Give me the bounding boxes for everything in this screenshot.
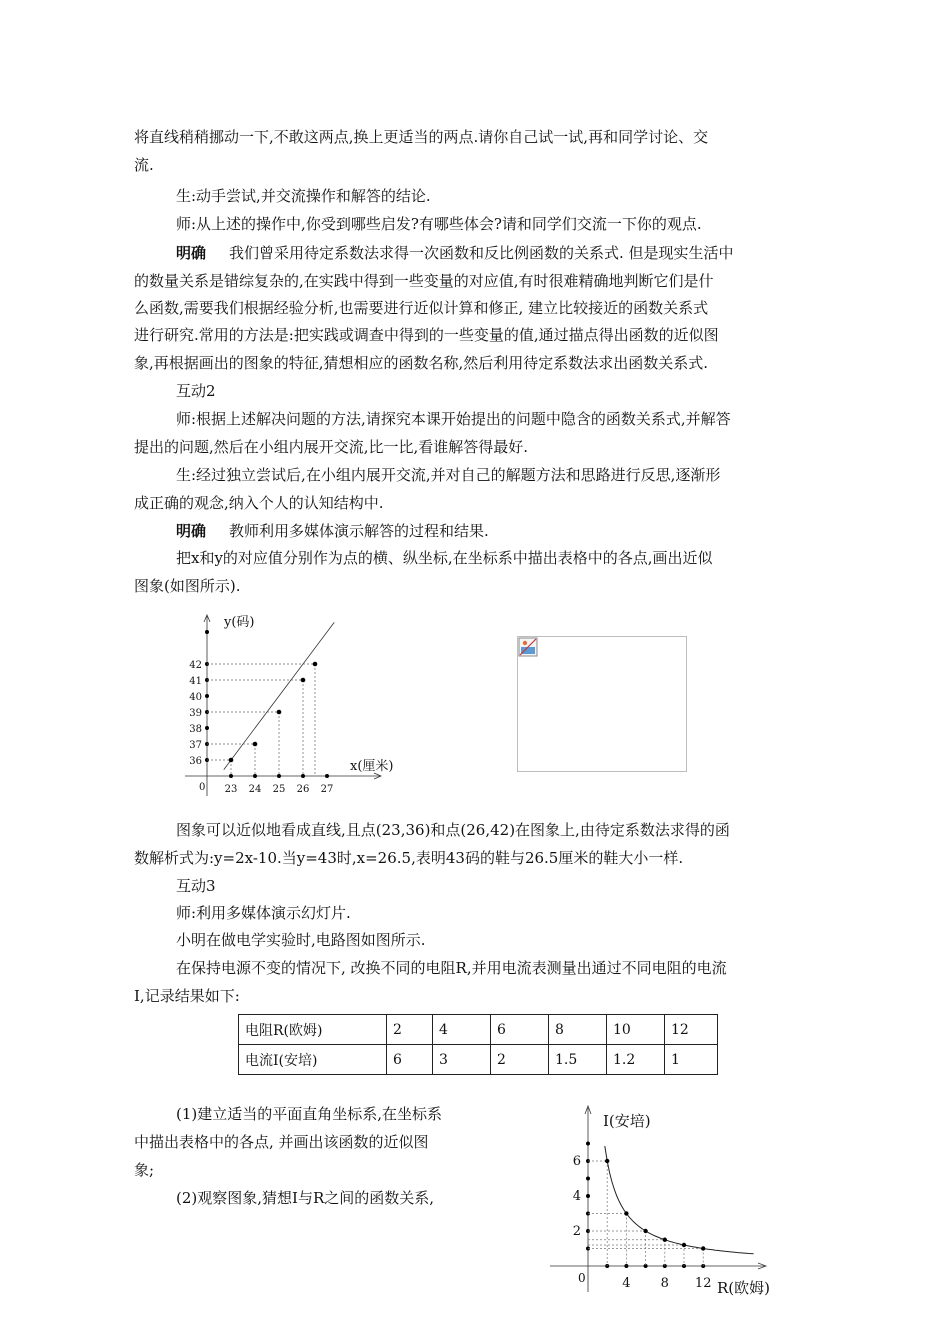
question-1-line-1: (1)建立适当的平面直角坐标系,在坐标系 bbox=[176, 1105, 443, 1123]
table-cell: 8 bbox=[549, 1015, 607, 1045]
fit-curve bbox=[605, 1146, 754, 1254]
y-tick-label: 40 bbox=[189, 692, 202, 703]
y-tick-label: 37 bbox=[189, 740, 202, 751]
data-point bbox=[313, 662, 318, 667]
table-cell: 1.2 bbox=[607, 1045, 665, 1075]
y-tick-label: 39 bbox=[189, 708, 202, 719]
table-cell: 1 bbox=[665, 1045, 718, 1075]
para-4-line-5: 象,再根据画出的图象的特征,猜想相应的函数名称,然后利用待定系数法求出函数关系式. bbox=[134, 354, 709, 372]
para-5-line-1: 师:根据上述解决问题的方法,请探究本课开始提出的问题中隐含的函数关系式,并解答 bbox=[176, 410, 731, 428]
fit-line bbox=[224, 622, 334, 769]
data-point bbox=[701, 1246, 705, 1250]
table-cell: 6 bbox=[387, 1045, 433, 1075]
y-tick-label: 38 bbox=[189, 724, 202, 735]
table-cell: 6 bbox=[491, 1015, 549, 1045]
para-12-line-1: 在保持电源不变的情况下, 改换不同的电阻R,并用电流表测量出通过不同电阻的电流 bbox=[176, 959, 727, 977]
para-12-line-2: I,记录结果如下: bbox=[134, 987, 240, 1005]
y-axis-dot bbox=[586, 1142, 590, 1146]
para-4-line-1: 我们曾采用待定系数法求得一次函数和反比例函数的关系式. 但是现实生活中 bbox=[229, 244, 734, 262]
y-tick-label: 42 bbox=[189, 660, 202, 671]
y-axis-dot bbox=[205, 630, 209, 634]
data-point bbox=[643, 1229, 647, 1233]
question-2: (2)观察图象,猜想I与R之间的函数关系, bbox=[176, 1189, 435, 1207]
data-point bbox=[277, 710, 282, 715]
x-tick-label: 8 bbox=[660, 1276, 669, 1291]
table-cell: 3 bbox=[433, 1045, 491, 1075]
para-4-line-3: 么函数,需要我们根据经验分析,也需要进行近似计算和修正, 建立比较接近的函数关系式 bbox=[134, 299, 709, 317]
origin-label: 0 bbox=[199, 782, 206, 793]
x-tick-label: 23 bbox=[224, 784, 238, 795]
y-axis-label: I(安培) bbox=[603, 1112, 651, 1130]
para-3: 师:从上述的操作中,你受到哪些启发?有哪些体会?请和同学们交流一下你的观点. bbox=[176, 215, 702, 233]
x-tick-label: 24 bbox=[248, 784, 262, 795]
para-9-line-1: 图象可以近似地看成直线,且点(23,36)和点(26,42)在图象上,由待定系数法求得的函 bbox=[176, 821, 730, 839]
para-7: 教师利用多媒体演示解答的过程和结果. bbox=[229, 522, 489, 540]
data-point bbox=[605, 1159, 609, 1163]
y-tick-label: 4 bbox=[572, 1189, 581, 1204]
x-tick-label: 25 bbox=[272, 784, 286, 795]
table-row-label: 电阻R(欧姆) bbox=[239, 1015, 387, 1045]
x-tick-label: 4 bbox=[622, 1276, 631, 1291]
para-9-line-2: 数解析式为:y=2x-10.当y=43时,x=26.5,表明43码的鞋与26.5厘米的鞋大小一样. bbox=[134, 849, 684, 867]
para-4-line-2: 的数量关系是错综复杂的,在实践中得到一些变量的对应值,有时很难精确地判断它们是什 bbox=[134, 272, 714, 290]
x-axis-label: x(厘米) bbox=[350, 759, 394, 774]
question-1-line-2: 中描出表格中的各点, 并画出该函数的近似图 bbox=[134, 1133, 429, 1151]
para-1-line-2: 流. bbox=[134, 156, 154, 174]
origin-label: 0 bbox=[578, 1271, 586, 1285]
data-point bbox=[301, 678, 306, 683]
x-tick-label: 26 bbox=[296, 784, 310, 795]
y-tick-label: 41 bbox=[189, 676, 202, 687]
x-axis-dot bbox=[301, 774, 305, 778]
x-axis-dot bbox=[277, 774, 281, 778]
question-1-line-3: 象; bbox=[134, 1161, 155, 1179]
table-row-label: 电流I(安培) bbox=[239, 1045, 387, 1075]
data-point bbox=[624, 1211, 628, 1215]
y-tick-label: 36 bbox=[189, 756, 202, 767]
para-11: 小明在做电学实验时,电路图如图所示. bbox=[176, 931, 426, 949]
para-4-line-4: 进行研究.常用的方法是:把实践或调查中得到的一些变量的值,通过描点得出函数的近似图 bbox=[134, 326, 719, 344]
y-tick-label: 6 bbox=[572, 1154, 581, 1169]
para-1-line-1: 将直线稍稍挪动一下,不敢这两点,换上更适当的两点.请你自己试一试,再和同学讨论、交 bbox=[134, 128, 709, 146]
para-8-line-1: 把x和y的对应值分别作为点的横、纵坐标,在坐标系中描出表格中的各点,画出近似 bbox=[176, 549, 713, 567]
data-point bbox=[682, 1243, 686, 1247]
data-point bbox=[253, 742, 258, 747]
para-6-line-2: 成正确的观念,纳入个人的认知结构中. bbox=[134, 494, 384, 512]
para-2: 生:动手尝试,并交流操作和解答的结论. bbox=[176, 187, 431, 205]
table-cell: 2 bbox=[491, 1045, 549, 1075]
y-tick-label: 2 bbox=[572, 1224, 581, 1239]
heading-interaction-2: 互动2 bbox=[176, 382, 216, 400]
y-axis-dot bbox=[586, 1194, 590, 1198]
table-row bbox=[239, 1015, 718, 1045]
para-5-line-2: 提出的问题,然后在小组内展开交流,比一比,看谁解答得最好. bbox=[134, 438, 529, 456]
broken-image-icon bbox=[518, 637, 538, 657]
x-axis-dot bbox=[253, 774, 257, 778]
y-axis-dot bbox=[205, 726, 209, 730]
y-axis-dot bbox=[586, 1177, 590, 1181]
x-axis-dot bbox=[229, 774, 233, 778]
broken-image-placeholder bbox=[517, 636, 687, 772]
table-cell: 4 bbox=[433, 1015, 491, 1045]
x-tick-label: 12 bbox=[694, 1276, 712, 1291]
current-resistance-chart bbox=[545, 1100, 790, 1300]
table-cell: 2 bbox=[387, 1015, 433, 1045]
para-8-line-2: 图象(如图所示). bbox=[134, 577, 241, 595]
resistance-current-table bbox=[238, 1014, 718, 1075]
data-point bbox=[229, 758, 234, 763]
y-axis-dot bbox=[205, 694, 209, 698]
table-cell: 1.5 bbox=[549, 1045, 607, 1075]
x-axis-dot bbox=[325, 774, 329, 778]
para-10: 师:利用多媒体演示幻灯片. bbox=[176, 904, 351, 922]
shoe-size-chart bbox=[180, 610, 420, 805]
data-point bbox=[663, 1238, 667, 1242]
para-4-label: 明确 bbox=[176, 244, 207, 262]
table-cell: 10 bbox=[607, 1015, 665, 1045]
para-7-label: 明确 bbox=[176, 522, 207, 540]
table-row bbox=[239, 1045, 718, 1075]
x-tick-label: 27 bbox=[320, 784, 334, 795]
heading-interaction-3: 互动3 bbox=[176, 877, 216, 895]
y-axis-label: y(码) bbox=[224, 615, 255, 630]
x-axis-label: R(欧姆) bbox=[717, 1279, 770, 1297]
table-cell: 12 bbox=[665, 1015, 718, 1045]
para-6-line-1: 生:经过独立尝试后,在小组内展开交流,并对自己的解题方法和思路进行反思,逐渐形 bbox=[176, 466, 721, 484]
